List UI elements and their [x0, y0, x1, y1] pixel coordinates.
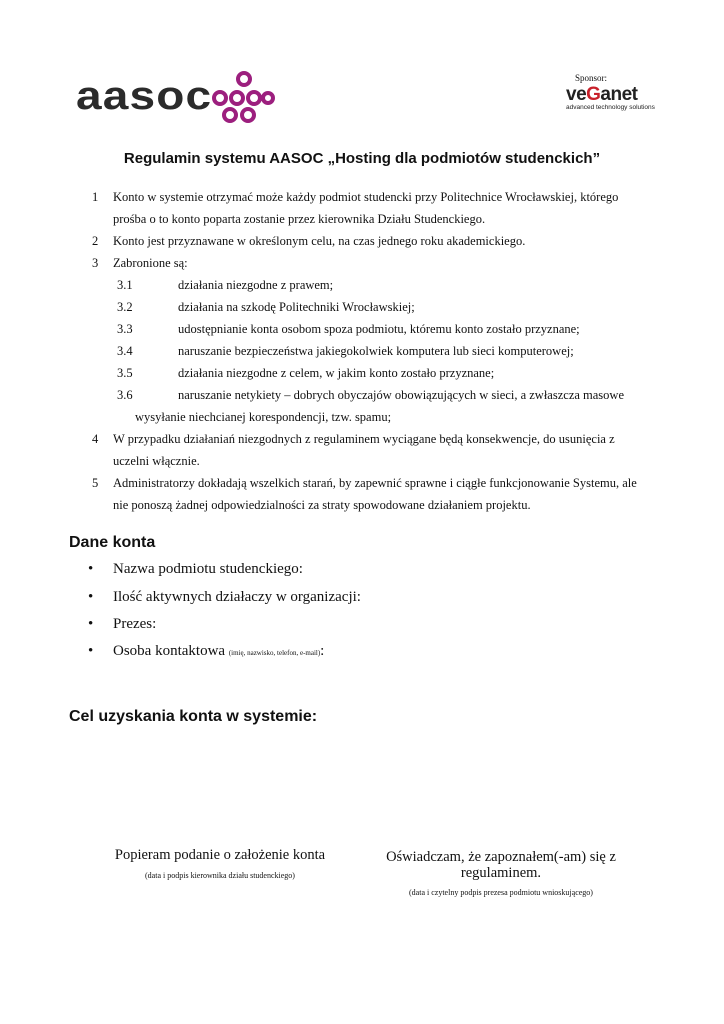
veganet-part1: ve: [566, 84, 587, 105]
contact-field-label: [113, 643, 324, 660]
veganet-part3: anet: [600, 84, 638, 105]
subrule-text: działania niezgodne z celem, w jakim konto zostało przyznane;: [178, 366, 495, 380]
rule-text: prośba o to konto poparta zostanie przez kierownika Działu Studenckiego.: [113, 212, 486, 226]
subrule-number: 3.2: [117, 300, 133, 314]
account-field-label: Nazwa podmiotu studenckiego:: [113, 561, 303, 577]
bullet-glyph: •: [88, 643, 94, 659]
rule-text: Zabronione są:: [113, 256, 188, 270]
contact-label: Osoba kontaktowa: [113, 643, 226, 659]
purpose-section-heading: Cel uzyskania konta w systemie:: [69, 708, 318, 725]
signature-left-statement: Popieram podanie o założenie konta: [114, 847, 326, 863]
account-field-label: Ilość aktywnych działaczy w organizacji:: [113, 589, 361, 605]
veganet-logo: [566, 84, 656, 111]
account-field-label: Prezes:: [113, 616, 157, 632]
rule-text: Konto jest przyznawane w określonym celu, na czas jednego roku akademickiego.: [113, 234, 526, 248]
signature-right-statement-line1: Oświadczam, że zapoznałem(-am) się z: [386, 849, 616, 865]
page-title: Regulamin systemu AASOC „Hosting dla podmiotów studenckich”: [123, 150, 601, 167]
sponsor-label: Sponsor:: [575, 73, 608, 83]
subrule-number: 3.1: [117, 278, 133, 292]
contact-colon: :: [320, 643, 325, 659]
subrule-text: działania na szkodę Politechniki Wrocławskiej;: [178, 300, 415, 314]
subrule-number: 3.3: [117, 322, 133, 336]
bullet-glyph: •: [88, 561, 94, 577]
subrule-number: 3.6: [117, 388, 133, 402]
signature-right-caption: (data i czytelny podpis prezesa podmiotu wnioskującego): [409, 888, 593, 897]
subrule-continuation: wysyłanie niechcianej korespondencji, tzw. spamu;: [135, 410, 392, 424]
rule-number: 5: [92, 476, 99, 490]
contact-hint: (imię, nazwisko, telefon, e-mail): [228, 649, 321, 657]
account-section-heading: Dane konta: [69, 534, 156, 551]
bullet-glyph: •: [88, 589, 94, 605]
rule-number: 4: [92, 432, 99, 446]
subrule-text: naruszanie netykiety – dobrych obyczajów obowiązujących w sieci, a zwłaszcza masowe: [178, 388, 624, 402]
aasoc-logo: [76, 70, 276, 126]
aasoc-dots-icon: [210, 70, 276, 126]
subrule-text: działania niezgodne z prawem;: [178, 278, 334, 292]
signature-left-caption: (data i podpis kierownika działu studenckiego): [145, 871, 295, 880]
rule-text: uczelni włącznie.: [113, 454, 200, 468]
veganet-tagline: advanced technology solutions: [566, 104, 655, 111]
rule-text: Konto w systemie otrzymać może każdy podmiot studencki przy Politechnice Wrocławskiej, którego: [113, 190, 619, 204]
subrule-number: 3.4: [117, 344, 133, 358]
bullet-glyph: •: [88, 616, 94, 632]
rule-number: 2: [92, 234, 99, 248]
subrule-number: 3.5: [117, 366, 133, 380]
signature-right-statement-line2: regulaminem.: [460, 865, 542, 881]
subrule-text: udostępnianie konta osobom spoza podmiotu, któremu konto zostało przyznane;: [178, 322, 580, 336]
rule-text: Administratorzy dokładają wszelkich starań, by zapewnić sprawne i ciągłe funkcjonowanie Systemu, ale: [113, 476, 637, 490]
rule-number: 1: [92, 190, 99, 204]
subrule-text: naruszanie bezpieczeństwa jakiegokolwiek komputera lub sieci komputerowej;: [178, 344, 574, 358]
veganet-part2: G: [586, 84, 601, 105]
rule-number: 3: [92, 256, 99, 270]
rule-text: W przypadku działaniań niezgodnych z regulaminem wyciągane będą konsekwencje, do usunięcia z: [113, 432, 615, 446]
aasoc-wordmark: aasoc: [76, 74, 213, 118]
rule-text: nie ponoszą żadnej odpowiedzialności za straty spowodowane działaniem projektu.: [113, 498, 531, 512]
